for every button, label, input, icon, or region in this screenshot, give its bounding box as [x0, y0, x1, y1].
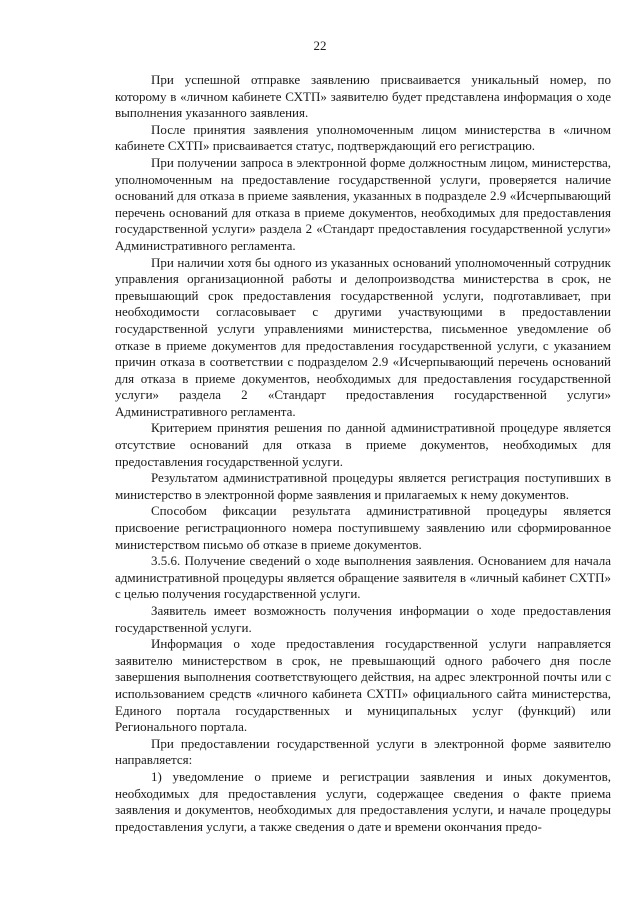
paragraph: Способом фиксации результата административной процедуры является присвоение регистрационного номера поступившему заявлению или сформированное министерством письмо об отказе в приеме документов.	[115, 503, 611, 552]
paragraph: Результатом административной процедуры является регистрация поступивших в министерство в электронной форме заявления и прилагаемых к нему документов.	[115, 470, 611, 502]
paragraph: Информация о ходе предоставления государственной услуги направляется заявителю министерством в срок, не превышающий одного рабочего дня после завершения выполнения соответствующего действия, на адрес электронной почты или с использованием средств «личного кабинета СХТП» официального сайта министерства, Единого портала государственных и муниципальных услуг (функций) или Регионального портала.	[115, 636, 611, 735]
document-body	[115, 72, 611, 835]
paragraph: Критерием принятия решения по данной административной процедуре является отсутствие оснований для отказа в приеме документов, необходимых для предоставления государственной услуги.	[115, 420, 611, 469]
page-number: 22	[313, 38, 327, 53]
paragraph: При получении запроса в электронной форме должностным лицом, министерства, уполномоченным на предоставление государственной услуги, проверяется наличие оснований для отказа в приеме заявления, указанных в подразделе 2.9 «Исчерпывающий перечень оснований для отказа в приеме документов, необходимых для предоставления государственной услуги» раздела 2 «Стандарт предоставления государственной услуги» Административного регламента.	[115, 154, 611, 253]
paragraph: После принятия заявления уполномоченным лицом министерства в «личном кабинете СХТП» присваивается статус, подтверждающий его регистрацию.	[115, 121, 611, 154]
paragraph: При успешной отправке заявлению присваивается уникальный номер, по которому в «личном кабинете СХТП» заявителю будет представлена информация о ходе выполнения указанного заявления.	[115, 72, 611, 121]
paragraph: 3.5.6. Получение сведений о ходе выполнения заявления. Основанием для начала административной процедуры является обращение заявителя в «личный кабинет СХТП» с целью получения государственной услуги.	[115, 553, 611, 602]
paragraph: 1) уведомление о приеме и регистрации заявления и иных документов, необходимых для предоставления услуги, содержащее сведения о факте приема заявления и документов, необходимых для предоставления услуги, и начале процедуры предоставления услуги, а также сведения о дате и времени окончания предо-	[115, 768, 611, 834]
paragraph: При наличии хотя бы одного из указанных оснований уполномоченный сотрудник управления организационной работы и делопроизводства министерства в срок, не превышающий срок предоставления государственной услуги, подготавливает, при необходимости согласовывает с другими участвующими в предоставлении государственной услуги управлениями министерства, письменное уведомление об отказе в приеме документов для предоставления государственной услуги, с указанием причин отказа в соответствии с подразделом 2.9 «Исчерпывающий перечень оснований для отказа в приеме документов, необходимых для предоставления государственной услуги» раздела 2 «Стандарт предоставления государственной услуги» Административного регламента.	[115, 254, 611, 419]
paragraph: Заявитель имеет возможность получения информации о ходе предоставления государственной услуги.	[115, 603, 611, 635]
paragraph: При предоставлении государственной услуги в электронной форме заявителю направляется:	[115, 735, 611, 768]
